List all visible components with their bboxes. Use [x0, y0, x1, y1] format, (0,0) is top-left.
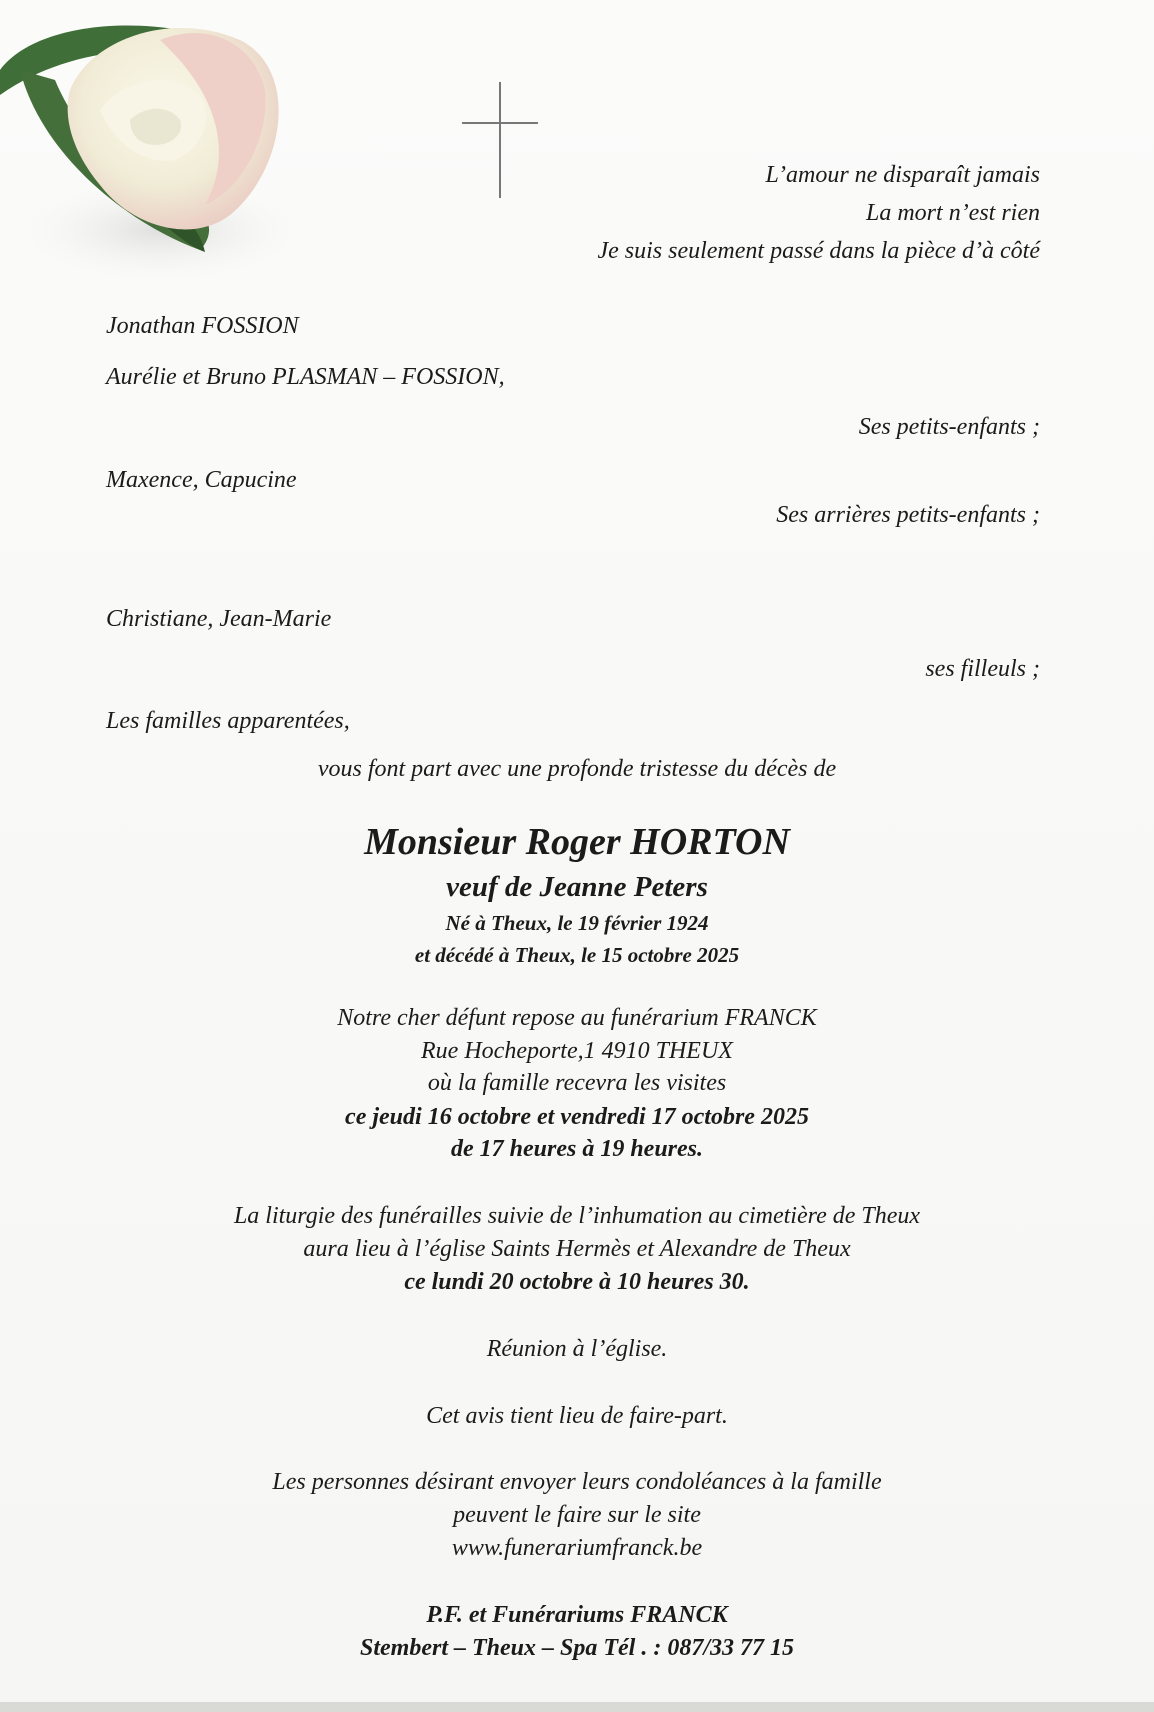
deceased-birth: Né à Theux, le 19 février 1924 [445, 911, 709, 935]
faire-part-note: Cet avis tient lieu de faire-part. [426, 1403, 728, 1429]
grandchildren-line-1: Jonathan FOSSION [106, 313, 299, 339]
visitation-line-3: où la famille recevra les visites [427, 1070, 727, 1096]
quote-line-3: Je suis seulement passé dans la pièce d’à côté [597, 238, 1040, 264]
funeral-line-2: aura lieu à l’église Saints Hermès et Alexandre de Theux [303, 1236, 851, 1262]
great-grandchildren-label: Ses arrières petits-enfants ; [776, 502, 1040, 528]
visitation-hours: de 17 heures à 19 heures. [450, 1136, 703, 1162]
condolences-line-1: Les personnes désirant envoyer leurs condoléances à la famille [272, 1469, 882, 1495]
quote-line-2: La mort n’est rien [866, 200, 1040, 226]
cross-icon [462, 82, 546, 198]
visitation-line-1: Notre cher défunt repose au funérarium FRANCK [337, 1005, 817, 1031]
deceased-widower: veuf de Jeanne Peters [446, 871, 708, 903]
grandchildren-line-2: Aurélie et Bruno PLASMAN – FOSSION, [106, 364, 505, 390]
page-bottom-edge [0, 1702, 1154, 1712]
rose-image [0, 0, 310, 290]
visitation-dates: ce jeudi 16 octobre et vendredi 17 octobre 2025 [345, 1104, 809, 1130]
quote-line-1: L’amour ne disparaît jamais [765, 162, 1040, 188]
relatives: Les familles apparentées, [106, 708, 350, 734]
footer-locations-phone: Stembert – Theux – Spa Tél . : 087/33 77 15 [360, 1635, 794, 1661]
reunion-note: Réunion à l’église. [486, 1336, 668, 1362]
footer-company: P.F. et Funérariums FRANCK [426, 1602, 728, 1628]
great-grandchildren: Maxence, Capucine [106, 467, 297, 493]
deceased-death: et décédé à Theux, le 15 octobre 2025 [414, 943, 740, 967]
funeral-line-1: La liturgie des funérailles suivie de l’inhumation au cimetière de Theux [233, 1203, 921, 1229]
grandchildren-label: Ses petits-enfants ; [858, 414, 1040, 440]
deceased-name: Monsieur Roger HORTON [364, 821, 790, 863]
condolences-website: www.funerariumfranck.be [451, 1535, 703, 1561]
godchildren-label: ses filleuls ; [925, 656, 1040, 682]
funeral-datetime: ce lundi 20 octobre à 10 heures 30. [404, 1269, 750, 1295]
announcement: vous font part avec une profonde tristesse du décès de [317, 756, 837, 782]
visitation-address: Rue Hocheporte,1 4910 THEUX [421, 1038, 733, 1064]
condolences-line-2: peuvent le faire sur le site [453, 1502, 701, 1528]
godchildren: Christiane, Jean-Marie [106, 606, 332, 632]
